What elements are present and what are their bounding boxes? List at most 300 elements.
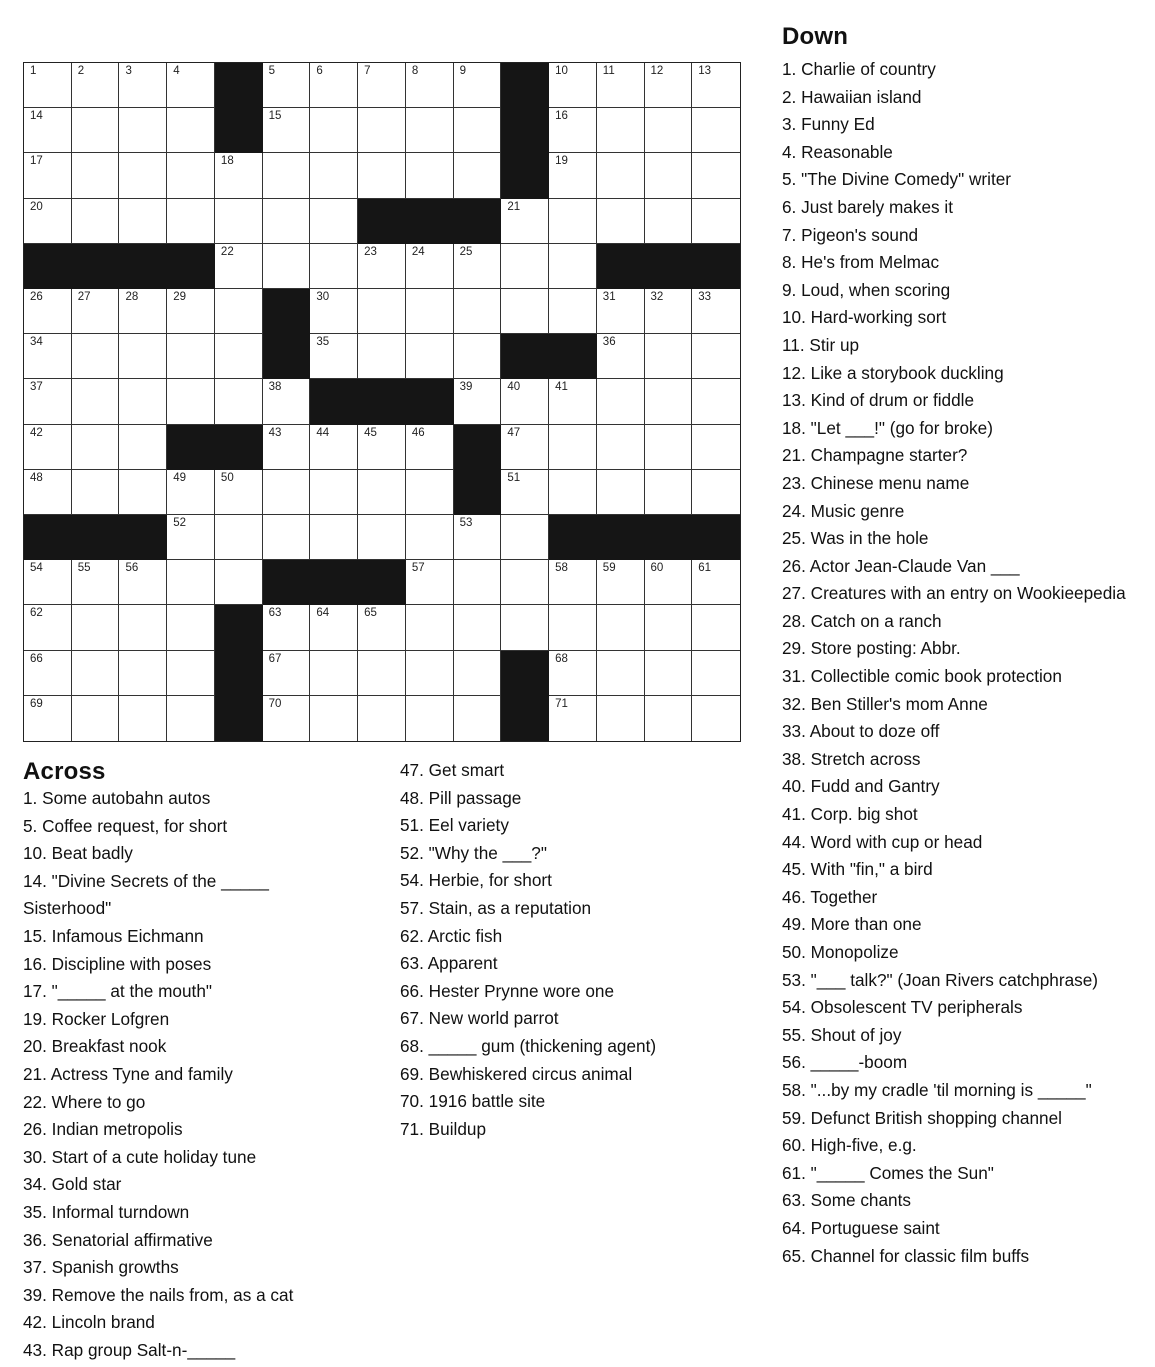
clue-item: 23. Chinese menu name: [782, 472, 970, 493]
clue-item: 24. Music genre: [782, 500, 905, 521]
grid-cell[interactable]: [454, 560, 502, 605]
clue-number: 36: [602, 336, 616, 349]
clue-item: 71. Buildup: [400, 1118, 487, 1139]
grid-cell[interactable]: [454, 153, 502, 198]
grid-cell[interactable]: [358, 470, 406, 515]
grid-cell[interactable]: [549, 425, 597, 470]
grid-cell[interactable]: [72, 605, 120, 650]
grid-cell[interactable]: [72, 153, 120, 198]
clue-item: 56. _____-boom: [782, 1052, 908, 1073]
grid-cell[interactable]: [597, 108, 645, 153]
clue-item: 43. Rap group Salt-n-_____: [23, 1339, 236, 1360]
grid-cell[interactable]: [167, 289, 215, 334]
grid-cell[interactable]: [645, 334, 693, 379]
grid-cell[interactable]: [24, 334, 72, 379]
grid-cell[interactable]: [119, 696, 167, 741]
grid-cell[interactable]: [645, 605, 693, 650]
grid-cell[interactable]: [263, 605, 311, 650]
grid-cell[interactable]: [310, 108, 358, 153]
grid-cell[interactable]: [24, 560, 72, 605]
clue-number: 13: [698, 65, 712, 77]
grid-cell[interactable]: [310, 289, 358, 334]
clue-item: 26. Indian metropolis: [23, 1119, 183, 1140]
grid-block: [358, 560, 406, 605]
grid-cell[interactable]: [358, 515, 406, 560]
clue-number: 44: [316, 426, 330, 439]
clue-item: 49. More than one: [782, 914, 922, 935]
grid-cell[interactable]: [310, 153, 358, 198]
clue-item: 58. "...by my cradle 'til morning is _____": [782, 1079, 1092, 1100]
grid-cell[interactable]: [501, 425, 549, 470]
clue-number: 15: [268, 110, 282, 123]
grid-block: [310, 560, 358, 605]
grid-cell[interactable]: [215, 470, 263, 515]
clue-item: 28. Catch on a ranch: [782, 610, 942, 631]
grid-cell[interactable]: [406, 651, 454, 696]
grid-cell[interactable]: [215, 289, 263, 334]
clue-item: 9. Loud, when scoring: [782, 279, 951, 300]
grid-cell[interactable]: [597, 651, 645, 696]
clue-item: 11. Stir up: [782, 334, 860, 355]
grid-cell[interactable]: [549, 289, 597, 334]
clue-item: 33. About to doze off: [782, 721, 940, 742]
clue-number: 45: [364, 426, 377, 439]
grid-cell[interactable]: [645, 63, 693, 108]
grid-cell[interactable]: [24, 63, 72, 108]
grid-cell[interactable]: [692, 153, 740, 198]
grid-cell[interactable]: [692, 560, 740, 605]
grid-cell[interactable]: [501, 289, 549, 334]
grid-block: [119, 515, 167, 560]
grid-cell[interactable]: [24, 289, 72, 334]
grid-cell[interactable]: [263, 244, 311, 289]
grid-cell[interactable]: [167, 379, 215, 424]
grid-cell[interactable]: [263, 696, 311, 741]
clue-number: 63: [268, 607, 282, 620]
grid-cell[interactable]: [692, 696, 740, 741]
clue-number: 43: [268, 426, 282, 439]
clue-item: 39. Remove the nails from, as a cat: [23, 1284, 294, 1305]
grid-cell[interactable]: [310, 334, 358, 379]
grid-cell[interactable]: [549, 470, 597, 515]
grid-cell[interactable]: [215, 244, 263, 289]
grid-block: [215, 605, 263, 650]
grid-cell[interactable]: [24, 425, 72, 470]
grid-block: [645, 244, 693, 289]
grid-cell[interactable]: [406, 605, 454, 650]
clue-number: 28: [125, 291, 139, 303]
clue-number: 24: [411, 245, 425, 258]
grid-cell[interactable]: [501, 605, 549, 650]
clue-number: 39: [459, 381, 473, 394]
grid-cell[interactable]: [215, 379, 263, 424]
clue-number: 51: [507, 471, 521, 484]
clue-number: 49: [173, 471, 186, 484]
grid-cell[interactable]: [692, 379, 740, 424]
clue-item: 10. Beat badly: [23, 843, 133, 864]
grid-cell[interactable]: [119, 199, 167, 244]
grid-cell[interactable]: [167, 470, 215, 515]
grid-block: [406, 199, 454, 244]
clue-item: 5. Coffee request, for short: [23, 815, 228, 836]
clue-item: 4. Reasonable: [782, 141, 893, 162]
grid-cell[interactable]: [119, 108, 167, 153]
grid-cell[interactable]: [119, 379, 167, 424]
clue-item: 53. "___ talk?" (Joan Rivers catchphrase): [782, 969, 1099, 990]
grid-cell[interactable]: [454, 605, 502, 650]
grid-block: [215, 108, 263, 153]
grid-cell[interactable]: [645, 560, 693, 605]
clue-item: 40. Fudd and Gantry: [782, 776, 940, 797]
grid-block: [167, 244, 215, 289]
grid-cell[interactable]: [501, 560, 549, 605]
grid-cell[interactable]: [167, 153, 215, 198]
grid-cell[interactable]: [310, 470, 358, 515]
grid-cell[interactable]: [501, 515, 549, 560]
grid-cell[interactable]: [24, 108, 72, 153]
grid-block: [501, 651, 549, 696]
clue-number: 6: [316, 65, 323, 77]
clue-number: 10: [555, 65, 568, 77]
grid-cell[interactable]: [597, 605, 645, 650]
clue-number: 20: [30, 200, 43, 213]
grid-cell[interactable]: [215, 560, 263, 605]
grid-cell[interactable]: [358, 153, 406, 198]
grid-cell[interactable]: [597, 696, 645, 741]
grid-cell[interactable]: [645, 153, 693, 198]
grid-cell[interactable]: [549, 379, 597, 424]
grid-cell[interactable]: [310, 199, 358, 244]
grid-cell[interactable]: [119, 425, 167, 470]
clue-number: 26: [30, 291, 43, 303]
clue-item: 31. Collectible comic book protection: [782, 666, 1062, 687]
grid-cell[interactable]: [310, 651, 358, 696]
grid-cell[interactable]: [72, 696, 120, 741]
grid-cell[interactable]: [454, 334, 502, 379]
grid-cell[interactable]: [24, 605, 72, 650]
clue-item: 8. He's from Melmac: [782, 252, 940, 273]
clue-number: 4: [173, 65, 180, 77]
grid-cell[interactable]: [406, 470, 454, 515]
clue-item: 38. Stretch across: [782, 748, 921, 769]
clue-item: 63. Apparent: [400, 953, 498, 974]
grid-cell[interactable]: [692, 470, 740, 515]
clue-number: 57: [411, 562, 425, 575]
clue-number: 2: [77, 65, 85, 77]
clue-item: 36. Senatorial affirmative: [23, 1229, 213, 1250]
clue-number: 14: [30, 110, 43, 123]
grid-cell[interactable]: [263, 515, 311, 560]
grid-cell[interactable]: [24, 199, 72, 244]
grid-cell[interactable]: [119, 605, 167, 650]
grid-cell[interactable]: [358, 244, 406, 289]
clue-item: 6. Just barely makes it: [782, 196, 953, 217]
clue-number: 59: [602, 562, 616, 575]
grid-cell[interactable]: [72, 199, 120, 244]
grid-cell[interactable]: [645, 289, 693, 334]
clue-item: 37. Spanish growths: [23, 1257, 179, 1278]
grid-block: [358, 199, 406, 244]
grid-cell[interactable]: [501, 379, 549, 424]
grid-cell[interactable]: [406, 696, 454, 741]
grid-cell[interactable]: [406, 63, 454, 108]
clue-item: 21. Champagne starter?: [782, 445, 968, 466]
grid-cell[interactable]: [692, 605, 740, 650]
grid-cell[interactable]: [24, 470, 72, 515]
grid-cell[interactable]: [167, 334, 215, 379]
clue-number: 38: [268, 381, 282, 394]
grid-cell[interactable]: [119, 289, 167, 334]
grid-cell[interactable]: [119, 63, 167, 108]
grid-cell[interactable]: [167, 63, 215, 108]
clue-number: 29: [173, 291, 186, 303]
grid-cell[interactable]: [72, 289, 120, 334]
grid-cell[interactable]: [597, 63, 645, 108]
clue-item: 18. "Let ___!" (go for broke): [782, 417, 993, 438]
grid-cell[interactable]: [263, 379, 311, 424]
grid-cell[interactable]: [406, 108, 454, 153]
grid-cell[interactable]: [167, 515, 215, 560]
grid-cell[interactable]: [215, 153, 263, 198]
grid-cell[interactable]: [501, 470, 549, 515]
clue-number: 68: [555, 652, 568, 665]
grid-cell[interactable]: [72, 379, 120, 424]
grid-block: [263, 289, 311, 334]
grid-cell[interactable]: [406, 515, 454, 560]
grid-cell[interactable]: [24, 379, 72, 424]
grid-cell[interactable]: [454, 515, 502, 560]
grid-cell[interactable]: [597, 425, 645, 470]
grid-cell[interactable]: [406, 289, 454, 334]
grid-cell[interactable]: [645, 199, 693, 244]
clue-item: 12. Like a storybook duckling: [782, 362, 1004, 383]
clue-number: 60: [650, 562, 664, 575]
grid-cell[interactable]: [72, 651, 120, 696]
grid-block: [454, 199, 502, 244]
grid-cell[interactable]: [310, 244, 358, 289]
grid-cell[interactable]: [167, 651, 215, 696]
grid-cell[interactable]: [119, 560, 167, 605]
grid-cell[interactable]: [597, 199, 645, 244]
clue-number: 16: [555, 110, 568, 123]
grid-cell[interactable]: [167, 560, 215, 605]
grid-cell[interactable]: [549, 696, 597, 741]
grid-cell[interactable]: [215, 334, 263, 379]
clue-item: 20. Breakfast nook: [23, 1036, 167, 1057]
grid-cell[interactable]: [549, 199, 597, 244]
grid-cell[interactable]: [24, 696, 72, 741]
clue-number: 23: [364, 245, 377, 258]
grid-cell[interactable]: [692, 425, 740, 470]
grid-cell[interactable]: [263, 108, 311, 153]
grid-cell[interactable]: [597, 289, 645, 334]
clue-item: 62. Arctic fish: [400, 925, 503, 946]
grid-block: [501, 334, 549, 379]
grid-cell[interactable]: [263, 470, 311, 515]
grid-cell[interactable]: [358, 696, 406, 741]
grid-cell[interactable]: [263, 425, 311, 470]
clue-number: 53: [459, 517, 473, 529]
grid-block: [597, 244, 645, 289]
grid-cell[interactable]: [454, 651, 502, 696]
grid-cell[interactable]: [72, 63, 120, 108]
clue-number: 42: [30, 426, 43, 439]
grid-cell[interactable]: [645, 425, 693, 470]
clue-item: 15. Infamous Eichmann: [23, 925, 204, 946]
grid-cell[interactable]: [406, 560, 454, 605]
clue-item: 26. Actor Jean-Claude Van ___: [782, 555, 1020, 576]
grid-block: [549, 334, 597, 379]
grid-cell[interactable]: [119, 470, 167, 515]
clue-item: 27. Creatures with an entry on Wookieepedia: [782, 583, 1126, 604]
grid-block: [215, 651, 263, 696]
grid-cell[interactable]: [549, 153, 597, 198]
grid-cell[interactable]: [406, 334, 454, 379]
grid-cell[interactable]: [454, 379, 502, 424]
grid-cell[interactable]: [358, 425, 406, 470]
clue-item: 70. 1916 battle site: [400, 1091, 546, 1112]
clue-item: 69. Bewhiskered circus animal: [400, 1063, 633, 1084]
grid-cell[interactable]: [310, 63, 358, 108]
grid-cell[interactable]: [692, 651, 740, 696]
grid-cell[interactable]: [215, 515, 263, 560]
grid-block: [167, 425, 215, 470]
clue-number: 47: [507, 426, 521, 439]
clue-item: 63. Some chants: [782, 1190, 911, 1211]
grid-cell[interactable]: [358, 289, 406, 334]
grid-cell[interactable]: [167, 108, 215, 153]
grid-cell[interactable]: [358, 605, 406, 650]
grid-cell[interactable]: [692, 289, 740, 334]
grid-cell[interactable]: [119, 153, 167, 198]
grid-cell[interactable]: [549, 605, 597, 650]
grid-cell[interactable]: [692, 63, 740, 108]
clue-item: 46. Together: [782, 886, 878, 907]
grid-block: [597, 515, 645, 560]
clue-number: 62: [30, 607, 43, 620]
clue-number: 33: [698, 291, 712, 303]
grid-block: [501, 153, 549, 198]
grid-block: [501, 696, 549, 741]
clue-number: 70: [268, 697, 282, 710]
grid-cell[interactable]: [549, 244, 597, 289]
grid-cell[interactable]: [24, 153, 72, 198]
grid-cell[interactable]: [549, 108, 597, 153]
grid-cell[interactable]: [406, 425, 454, 470]
grid-cell[interactable]: [358, 108, 406, 153]
grid-cell[interactable]: [167, 605, 215, 650]
clue-item: 42. Lincoln brand: [23, 1312, 155, 1333]
grid-cell[interactable]: [597, 560, 645, 605]
clue-number: 1: [30, 65, 37, 77]
grid-cell[interactable]: [406, 153, 454, 198]
clue-item: 2. Hawaiian island: [782, 86, 922, 107]
grid-cell[interactable]: [692, 108, 740, 153]
grid-cell[interactable]: [263, 153, 311, 198]
grid-cell[interactable]: [263, 63, 311, 108]
grid-cell[interactable]: [597, 334, 645, 379]
grid-cell[interactable]: [597, 379, 645, 424]
grid-cell[interactable]: [72, 425, 120, 470]
grid-cell[interactable]: [358, 651, 406, 696]
grid-cell[interactable]: [454, 289, 502, 334]
grid-block: [501, 108, 549, 153]
clue-item: 1. Some autobahn autos: [23, 788, 211, 808]
grid-cell[interactable]: [549, 651, 597, 696]
grid-cell[interactable]: [24, 651, 72, 696]
clue-item: 54. Obsolescent TV peripherals: [782, 997, 1023, 1018]
grid-cell[interactable]: [215, 199, 263, 244]
grid-cell[interactable]: [72, 470, 120, 515]
grid-cell[interactable]: [72, 108, 120, 153]
grid-cell[interactable]: [310, 696, 358, 741]
clue-item: 32. Ben Stiller's mom Anne: [782, 693, 988, 714]
grid-cell[interactable]: [501, 199, 549, 244]
grid-cell[interactable]: [454, 696, 502, 741]
grid-cell[interactable]: [645, 379, 693, 424]
grid-block: [72, 515, 120, 560]
clue-item: 14. "Divine Secrets of the _____ Sisterhood": [23, 870, 269, 919]
grid-cell[interactable]: [358, 334, 406, 379]
grid-cell[interactable]: [310, 515, 358, 560]
grid-cell[interactable]: [72, 560, 120, 605]
grid-cell[interactable]: [310, 425, 358, 470]
grid-block: [24, 515, 72, 560]
grid-cell[interactable]: [549, 560, 597, 605]
grid-cell[interactable]: [645, 108, 693, 153]
grid-cell[interactable]: [167, 199, 215, 244]
grid-cell[interactable]: [645, 696, 693, 741]
across-clues-column-2: [400, 757, 740, 1143]
grid-cell[interactable]: [549, 63, 597, 108]
grid-cell[interactable]: [454, 108, 502, 153]
grid-cell[interactable]: [167, 696, 215, 741]
grid-cell[interactable]: [119, 334, 167, 379]
grid-cell[interactable]: [645, 470, 693, 515]
clue-number: 64: [316, 607, 330, 620]
grid-cell[interactable]: [501, 244, 549, 289]
clue-number: 12: [650, 65, 664, 77]
clue-item: 48. Pill passage: [400, 787, 522, 808]
grid-cell[interactable]: [692, 199, 740, 244]
grid-cell[interactable]: [645, 651, 693, 696]
grid-cell[interactable]: [597, 470, 645, 515]
grid-cell[interactable]: [310, 605, 358, 650]
grid-cell[interactable]: [454, 244, 502, 289]
clue-number: 9: [459, 65, 466, 77]
clue-number: 66: [30, 652, 43, 665]
grid-cell[interactable]: [72, 334, 120, 379]
grid-cell[interactable]: [358, 63, 406, 108]
clue-item: 51. Eel variety: [400, 815, 509, 836]
grid-cell[interactable]: [263, 199, 311, 244]
grid-cell[interactable]: [119, 651, 167, 696]
clue-item: 25. Was in the hole: [782, 528, 929, 549]
grid-block: [454, 425, 502, 470]
down-heading: Down: [782, 23, 849, 50]
grid-cell[interactable]: [692, 334, 740, 379]
grid-block: [692, 515, 740, 560]
clue-number: 55: [77, 562, 91, 575]
grid-cell[interactable]: [597, 153, 645, 198]
clue-item: 17. "_____ at the mouth": [23, 981, 212, 1002]
grid-cell[interactable]: [406, 244, 454, 289]
grid-block: [215, 63, 263, 108]
grid-cell[interactable]: [263, 651, 311, 696]
clue-number: 21: [507, 200, 521, 213]
clue-number: 56: [125, 562, 139, 575]
grid-cell[interactable]: [454, 63, 502, 108]
